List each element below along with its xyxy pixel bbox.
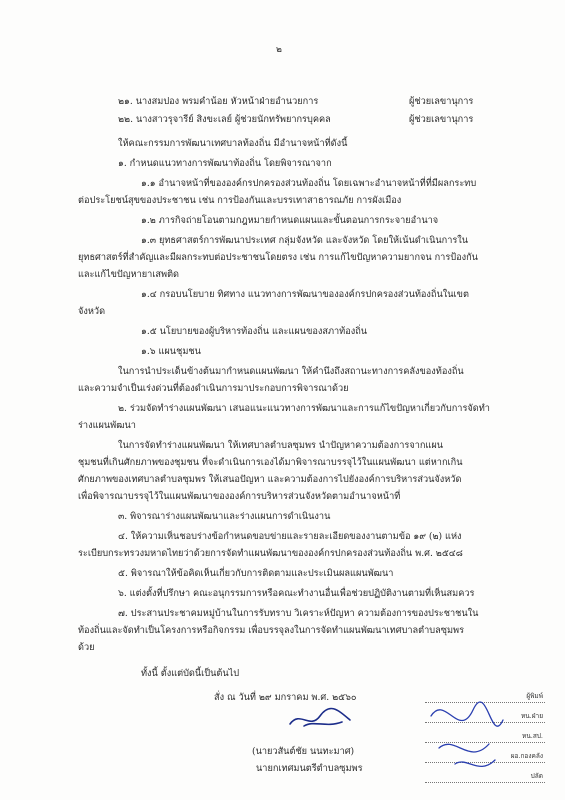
body-line: ๑. กำหนดแนวทางการพัฒนาท้องถิ่น โดยพิจารณาจาก: [118, 158, 332, 169]
body-line: ๑.๑ อำนาจหน้าที่ขององค์กรปกครองส่วนท้องถิ่น โดยเฉพาะอำนาจหน้าที่ที่มีผลกระทบ: [141, 178, 477, 189]
body-line: ชุมชนที่เกินศักยภาพของชุมชน ที่จะดำเนินการเองได้มาพิจารณาบรรจุไว้ในแผนพัฒนา แต่หากเกิน: [78, 457, 463, 468]
body-line: ๑.๕ นโยบายของผู้บริหารท้องถิ่น และแผนของสภาท้องถิ่น: [141, 326, 368, 337]
routing-initials-box: [425, 686, 545, 786]
body-line: ท้องถิ่นและจัดทำเป็นโครงการหรือกิจกรรม เพื่อบรรจุลงในการจัดทำแผนพัฒนาเทศบาลตำบลซุมพร: [78, 625, 465, 636]
staff-entry-22: ๒๒. นางสาวรุจารีย์ สิงขะเลย์ ผู้ช่วยนักทรัพยากรบุคคล: [118, 114, 331, 125]
body-line: ๑.๔ กรอบนโยบาย ทิศทาง แนวทางการพัฒนาขององค์กรปกครองส่วนท้องถิ่นในเขต: [141, 289, 469, 300]
signed-date: สั่ง ณ วันที่ ๒๙ มกราคม พ.ศ. ๒๕๖๐: [214, 692, 357, 703]
body-line: ร่างแผนพัฒนา: [78, 420, 136, 431]
initials-scribble-icon: [425, 686, 545, 786]
signature-icon: [286, 704, 356, 734]
body-line: ๑.๒ ภารกิจถ่ายโอนตามกฎหมายกำหนดแผนและขั้นตอนการกระจายอำนาจ: [141, 215, 439, 226]
staff-role-21: ผู้ช่วยเลขานุการ: [409, 96, 474, 107]
body-line: จังหวัด: [78, 306, 106, 317]
body-line: ระเบียบกระทรวงมหาดไทยว่าด้วยการจัดทำแผนพัฒนาขององค์กรปกครองส่วนท้องถิ่น พ.ศ. ๒๕๔๘: [78, 548, 463, 559]
routing-label: ผู้พิมพ์: [526, 692, 543, 700]
body-line: ๑.๓ ยุทธศาสตร์การพัฒนาประเทศ กลุ่มจังหวัด และจังหวัด โดยให้เน้นดำเนินการใน: [141, 235, 469, 246]
staff-entry-21: ๒๑. นางสมปอง พรมคำน้อย หัวหน้าฝ่ายอำนวยการ: [118, 96, 319, 107]
body-line: เพื่อพิจารณาบรรจุไว้ในแผนพัฒนาขององค์การบริหารส่วนจังหวัดตามอำนาจหน้าที่: [78, 491, 401, 502]
effective-line: ทั้งนี้ ตั้งแต่บัดนี้เป็นต้นไป: [141, 668, 240, 679]
page-number: ๒: [276, 45, 282, 55]
routing-label: ผอ.กองคลัง: [510, 752, 543, 760]
signer-title: นายกเทศมนตรีตำบลซุมพร: [256, 763, 363, 774]
signer-name: (นายวสันต์ชัย นนทะมาศ): [252, 746, 355, 757]
body-line: ในการจัดทำร่างแผนพัฒนา ให้เทศบาลตำบลซุมพร นำปัญหาความต้องการจากแผน: [118, 440, 444, 451]
intro-line: ให้คณะกรรมการพัฒนาเทศบาลท้องถิ่น มีอำนาจหน้าที่ดังนี้: [118, 138, 348, 149]
routing-label: หน.สป.: [522, 732, 543, 740]
body-line: ๓. พิจารณาร่างแผนพัฒนาและร่างแผนการดำเนินงาน: [118, 511, 331, 522]
body-line: และความจำเป็นเร่งด่วนที่ต้องดำเนินการมาประกอบการพิจารณาด้วย: [78, 383, 349, 394]
body-line: และแก้ไขปัญหายาเสพติด: [78, 269, 180, 280]
body-line: ด้วย: [78, 642, 95, 653]
body-line: ๒. ร่วมจัดทำร่างแผนพัฒนา เสนอแนะแนวทางการพัฒนาและการแก้ไขปัญหาเกี่ยวกับการจัดทำ: [118, 403, 490, 414]
body-line: ๔. ให้ความเห็นชอบร่างข้อกำหนดขอบข่ายและรายละเอียดของงานตามข้อ ๑๙ (๒) แห่ง: [118, 531, 462, 542]
body-line: ๑.๖ แผนชุมชน: [141, 346, 201, 357]
body-line: ในการนำประเด็นข้างต้นมากำหนดแผนพัฒนา ให้คำนึงถึงสถานะทางการคลังของท้องถิ่น: [118, 366, 464, 377]
routing-label: หน.ฝ่าย: [520, 712, 543, 720]
body-line: ยุทธศาสตร์ที่สำคัญและมีผลกระทบต่อประชาชนโดยตรง เช่น การแก้ไขปัญหาความยากจน การป้องกัน: [78, 252, 478, 263]
routing-label: ปลัด: [530, 772, 543, 780]
body-line: ๖. แต่งตั้งที่ปรึกษา คณะอนุกรรมการหรือคณะทำงานอื่นเพื่อช่วยปฏิบัติงานตามที่เห็นสมควร: [118, 588, 475, 599]
body-line: ๕. พิจารณาให้ข้อคิดเห็นเกี่ยวกับการติดตามและประเมินผลแผนพัฒนา: [118, 568, 394, 579]
body-line: ต่อประโยชน์สุขของประชาชน เช่น การป้องกันและบรรเทาสาธารณภัย การผังเมือง: [78, 195, 402, 206]
body-line: ๗. ประสานประชาคมหมู่บ้านในการรับทราบ วิเคราะห์ปัญหา ความต้องการของประชาชนใน: [118, 608, 479, 619]
staff-role-22: ผู้ช่วยเลขานุการ: [409, 114, 474, 125]
body-line: ศักยภาพของเทศบาลตำบลซุมพร ให้เสนอปัญหา และความต้องการไปยังองค์การบริหารส่วนจังหวัด: [78, 474, 462, 485]
